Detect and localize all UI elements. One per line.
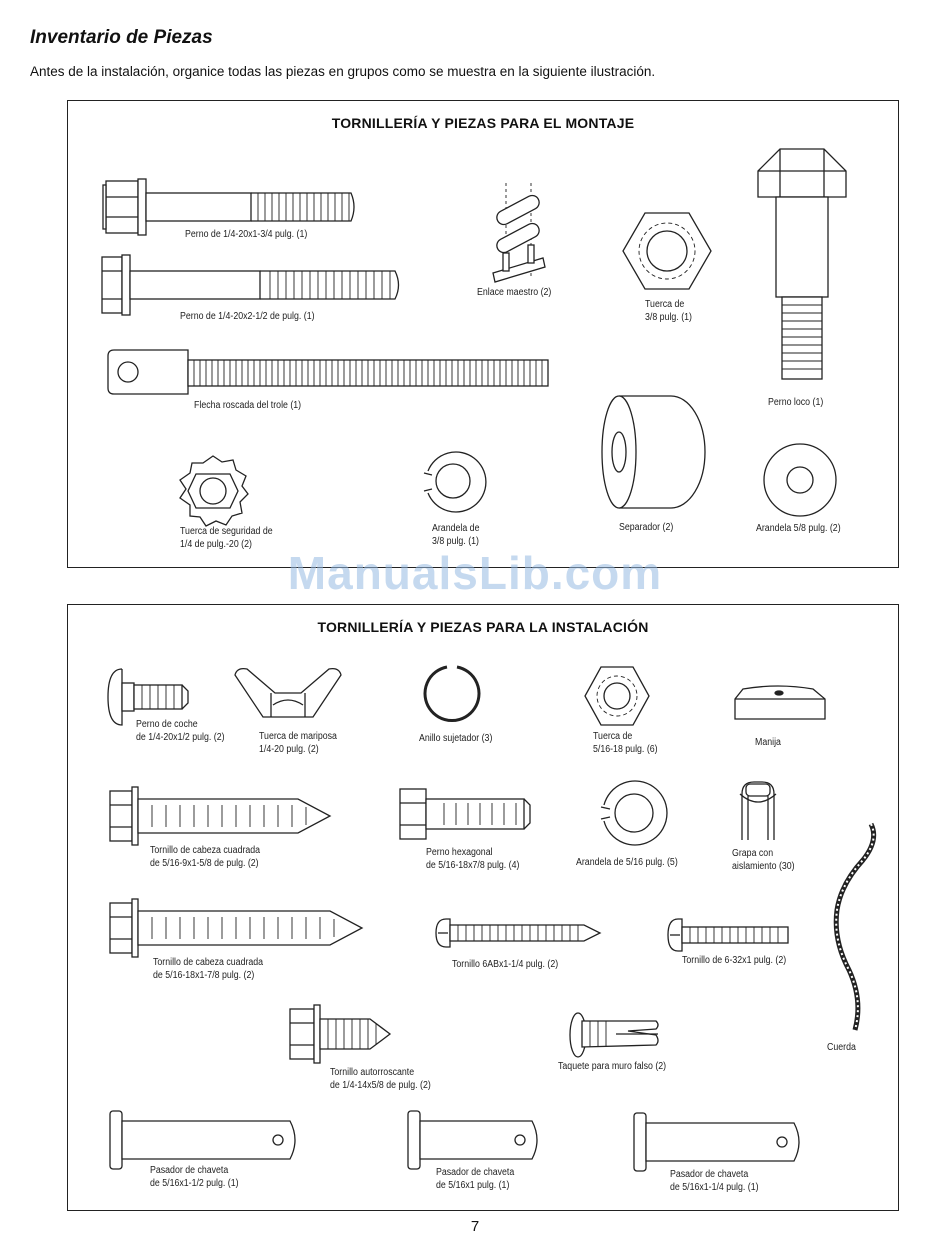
bolt-1-4-20x2-1-2-label: Perno de 1/4-20x2-1/2 de pulg. (1) <box>180 311 315 322</box>
rope-label: Cuerda <box>827 1042 856 1053</box>
lag-screw-1-5-8-label: Tornillo de cabeza cuadrada de 5/16-9x1-5/8 de pulg. (2) <box>150 845 261 869</box>
screw-6-32-label: Tornillo de 6-32x1 pulg. (2) <box>682 955 787 966</box>
self-tapping-screw-label: Tornillo autorroscante de 1/4-14x5/8 de pulg. (2) <box>330 1067 431 1091</box>
watermark: ManualsLib.com <box>287 547 663 599</box>
lag-screw-1-7-8-label: Tornillo de cabeza cuadrada de 5/16-18x1-7/8 pulg. (2) <box>153 957 264 981</box>
master-link-icon <box>473 183 583 283</box>
master-link-label: Enlace maestro (2) <box>477 287 552 298</box>
mounting-hardware-panel <box>67 100 899 568</box>
intro-text: Antes de la instalación, organice todas las piezas en grupos como se muestra en la siguiente ilustración. <box>30 64 656 79</box>
page-number: 7 <box>470 1218 480 1235</box>
staple-icon <box>736 780 780 844</box>
hex-bolt-icon <box>400 785 535 845</box>
carriage-bolt-label: Perno de coche de 1/4-20x1/2 pulg. (2) <box>136 719 225 743</box>
washer-5-8-label: Arandela 5/8 pulg. (2) <box>756 523 841 534</box>
hex-bolt-label: Perno hexagonal de 5/16-18x7/8 pulg. (4) <box>426 847 520 871</box>
washer-icon <box>764 443 844 523</box>
installation-hardware-title: TORNILLERÍA Y PIEZAS PARA LA INSTALACIÓN <box>317 619 649 635</box>
mounting-hardware-title: TORNILLERÍA Y PIEZAS PARA EL MONTAJE <box>331 115 635 131</box>
clevis-pin-1-1-4-label: Pasador de chaveta de 5/16x1-1/4 pulg. (1) <box>670 1169 759 1193</box>
hex-nut-icon <box>623 213 713 293</box>
retaining-ring-icon <box>423 665 483 725</box>
clevis-pin-icon <box>110 1109 310 1171</box>
lock-washer-icon <box>598 777 670 849</box>
threaded-shaft-icon <box>108 348 553 396</box>
page-title: Inventario de Piezas <box>30 27 213 48</box>
drywall-anchor-icon <box>568 1011 663 1061</box>
handle-label: Manija <box>755 737 781 748</box>
lock-washer-icon <box>418 441 484 521</box>
clevis-pin-icon <box>634 1111 814 1173</box>
rope-icon <box>823 820 883 1040</box>
lock-washer-3-8-label: Arandela de 3/8 pulg. (1) <box>432 523 480 547</box>
idler-bolt-icon <box>758 149 848 389</box>
drywall-anchor-label: Taquete para muro falso (2) <box>558 1061 667 1072</box>
handle-icon <box>733 685 833 730</box>
installation-hardware-panel <box>67 604 899 1211</box>
clevis-pin-1-1-2-label: Pasador de chaveta de 5/16x1-1/2 pulg. (1) <box>150 1165 239 1189</box>
washer-5-16-label: Arandela de 5/16 pulg. (5) <box>576 857 678 868</box>
clevis-pin-1-label: Pasador de chaveta de 5/16x1 pulg. (1) <box>436 1167 515 1191</box>
nut-5-16-label: Tuerca de 5/16-18 pulg. (6) <box>593 731 658 755</box>
wing-nut-label: Tuerca de mariposa 1/4-20 pulg. (2) <box>259 731 337 755</box>
bolt-1-4-20x1-3-4-label: Perno de 1/4-20x1-3/4 pulg. (1) <box>185 229 308 240</box>
trolley-threaded-shaft-label: Flecha roscada del trole (1) <box>194 400 302 411</box>
self-tapping-screw-icon <box>288 1003 398 1067</box>
retaining-ring-label: Anillo sujetador (3) <box>419 733 493 744</box>
lock-nut-icon <box>178 456 248 526</box>
carriage-bolt-icon <box>108 667 198 727</box>
hex-nut-icon <box>585 667 655 727</box>
nut-3-8-label: Tuerca de 3/8 pulg. (1) <box>645 299 692 323</box>
insulated-staple-label: Grapa con aislamiento (30) <box>732 848 795 872</box>
lag-screw-icon <box>108 895 368 965</box>
clevis-pin-icon <box>408 1109 548 1171</box>
lock-nut-label: Tuerca de seguridad de 1/4 de pulg.-20 (2) <box>180 526 273 550</box>
wing-nut-icon <box>233 667 343 722</box>
screw-icon <box>436 917 606 953</box>
bolt-icon <box>100 255 410 315</box>
lag-screw-icon <box>108 783 338 853</box>
spacer-label: Separador (2) <box>619 522 674 533</box>
idler-bolt-label: Perno loco (1) <box>768 397 824 408</box>
screw-6ab-label: Tornillo 6ABx1-1/4 pulg. (2) <box>452 959 559 970</box>
screw-icon <box>668 919 793 955</box>
spacer-icon <box>601 394 711 514</box>
